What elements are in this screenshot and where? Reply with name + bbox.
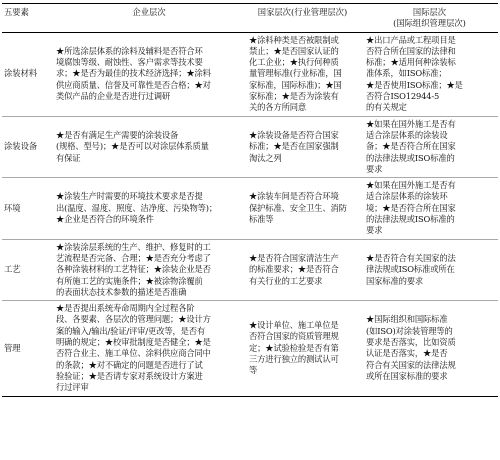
enterprise-cell <box>54 32 244 116</box>
header-international-text-line-1: 国际层次 <box>412 7 447 17</box>
enterprise-cell <box>54 301 244 396</box>
international-text-line: 的法律法规或ISO标准的 <box>366 214 455 225</box>
national-text-line: 保护标准、安全卫生、消防 <box>249 202 347 213</box>
enterprise-cell <box>54 116 244 177</box>
enterprise-text-line: ★所选涂层体系的涂料及辅料是否符合环 <box>56 45 203 56</box>
enterprise-text-line: 境腐蚀等级、耐蚀性、客户需求等技术要 <box>56 57 203 68</box>
enterprise-text-line: 类似产品的企业是否进行过调研 <box>56 91 171 102</box>
header-international-text-line-2: (国际组织管理层次) <box>393 18 466 29</box>
international-text-line: 或所在国家标准的要求 <box>366 370 448 381</box>
international-cell <box>361 301 498 396</box>
national-text-line: ★涂料种类是否被限制或 <box>249 34 339 45</box>
enterprise-text-line: 行过评审 <box>56 382 89 393</box>
element-label: 涂装材料 <box>4 68 38 79</box>
enterprise-text-line: ★企业是否符合的环境条件 <box>56 214 154 225</box>
element-cell <box>2 239 54 300</box>
element-label: 涂装设备 <box>4 141 38 152</box>
international-text-line: 境；★是否符合所在国家 <box>366 202 456 213</box>
enterprise-text-line: 出(温度、湿度、照度、洁净度、污染物等)； <box>56 202 217 213</box>
header-enterprise <box>54 4 244 33</box>
international-text-line: ★如果在国外施工是否有 <box>366 180 456 191</box>
header-national-text: 国家层次(行业管理层次) <box>257 7 348 17</box>
national-cell <box>244 178 361 239</box>
enterprise-text-line: 的表面状态技术参数的描述是否准确 <box>56 286 187 297</box>
national-text-line: ★是否符合国家清洁生产 <box>249 252 339 263</box>
element-label: 工艺 <box>4 264 21 275</box>
header-international <box>361 4 498 33</box>
element-cell <box>2 116 54 177</box>
national-text-line: 家标准；★是否为涂装有 <box>249 91 339 102</box>
international-text-line: ★是否使用ISO标准；★是 <box>366 79 463 90</box>
international-text-line: 国家标准的要求 <box>366 275 424 286</box>
national-text-line: 化工企业；★执行何种质 <box>249 57 339 68</box>
coating-five-elements-table <box>2 3 498 397</box>
enterprise-text-line: 求；★是否为最佳的技术经济选择；★涂料 <box>56 68 211 79</box>
element-cell <box>2 178 54 239</box>
enterprise-text-line: 否符合业主、施工单位、涂料供应商合同中 <box>56 348 211 359</box>
enterprise-text-line: 段、各要素、各层次的管理问题；★设计方 <box>56 314 211 325</box>
national-text-line: 否符合国家的资质管理规 <box>249 331 339 342</box>
international-text-line: 否符合所在国家的法律和 <box>366 45 456 56</box>
header-element <box>2 4 54 33</box>
international-text-line: ★出口产品或工程项目是 <box>366 34 456 45</box>
element-cell <box>2 301 54 396</box>
national-text-line: ★涂装车间是否符合环境 <box>249 191 339 202</box>
national-cell <box>244 301 361 396</box>
international-cell <box>361 32 498 116</box>
enterprise-text-line: 有保证 <box>56 152 81 163</box>
element-cell <box>2 32 54 116</box>
national-text-line: ★涂装设备是否符合国家 <box>249 129 339 140</box>
international-text-line: 否符合ISO12944-5 <box>366 91 440 102</box>
header-national <box>244 4 361 33</box>
table-header-row <box>2 4 498 33</box>
enterprise-text-line: (规格、型号)；★是否可以对涂层体系质量 <box>56 141 209 152</box>
element-label: 环境 <box>4 202 21 213</box>
international-text-line: 标准；★适用何种涂装标 <box>366 57 456 68</box>
national-cell <box>244 239 361 300</box>
enterprise-text-line: ★涂装涂层系统的生产、维护、修复时的工 <box>56 241 211 252</box>
national-text-line: 三方进行独立的测试认可 <box>249 353 339 364</box>
international-text-line: 律法规或ISO标准或所在 <box>366 264 455 275</box>
header-enterprise-text: 企业层次 <box>132 7 166 17</box>
international-text-line: ★如果在国外施工是否有 <box>366 118 456 129</box>
international-text-line: 备；★是否符合所在国家 <box>366 141 456 152</box>
header-element-text: 五要素 <box>4 7 29 17</box>
national-text-line: 量管理标准(行业标准，国 <box>249 68 342 79</box>
international-text-line: 要求 <box>366 225 383 236</box>
enterprise-cell <box>54 178 244 239</box>
enterprise-text-line: 案的输入/输出/验证/评审/更改等，是否有 <box>56 325 206 336</box>
national-text-line: 标准等 <box>249 214 274 225</box>
national-text-line: 的标准要求；★是否符合 <box>249 264 339 275</box>
table-row <box>2 178 498 239</box>
enterprise-text-line: 艺流程是否完备、合理；★是否充分考虑了 <box>56 252 211 263</box>
national-text-line: 淘汰之列 <box>249 152 282 163</box>
national-cell <box>244 32 361 116</box>
international-text-line: (如ISO)对涂装管理等的 <box>366 325 453 336</box>
enterprise-text-line: ★是否提出系统寿命周期内全过程各阶 <box>56 303 195 314</box>
international-text-line: ★国际组织和国际标准 <box>366 314 448 325</box>
table-body <box>2 32 498 396</box>
national-text-line: 关的各方所同意 <box>249 102 307 113</box>
table-row <box>2 116 498 177</box>
table-row <box>2 32 498 116</box>
international-text-line: 适合涂层体系的涂装设 <box>366 129 448 140</box>
international-cell <box>361 178 498 239</box>
enterprise-text-line: 的条款；★对不确定的问题是否进行了试 <box>56 359 203 370</box>
enterprise-text-line: 各种涂装材料的工艺特征；★涂装企业是否 <box>56 264 211 275</box>
enterprise-text-line: ★是否有满足生产需要的涂装设备 <box>56 129 179 140</box>
national-text-line: ★设计单位、施工单位是 <box>249 320 339 331</box>
international-text-line: 符合有关国家的法律法规 <box>366 359 456 370</box>
enterprise-text-line: 供应商质量、信誉及可靠性是否合格；★对 <box>56 79 211 90</box>
enterprise-text-line: 明确的规定；★校审批制度是否健全；★是 <box>56 337 211 348</box>
national-text-line: 禁止；★是否国家认证的 <box>249 45 339 56</box>
international-text-line: 的有关规定 <box>366 102 407 113</box>
international-text-line: ★是否符合有关国家的法 <box>366 252 456 263</box>
table-row <box>2 301 498 396</box>
international-text-line: 准体系，如ISO标准； <box>366 68 447 79</box>
international-text-line: 要求 <box>366 163 383 174</box>
national-text-line: 有关行业的工艺要求 <box>249 275 323 286</box>
international-text-line: 适合涂层体系的涂装环 <box>366 191 448 202</box>
national-text-line: 家标准，国际标准)；★国 <box>249 79 342 90</box>
element-label: 管理 <box>4 342 21 353</box>
enterprise-text-line: ★涂装生产时需要的环境技术要求是否提 <box>56 191 203 202</box>
national-text-line: 等 <box>249 365 258 376</box>
national-text-line: 标准；★是否在国家强制 <box>249 141 339 152</box>
international-text-line: 的法律法规或ISO标准的 <box>366 152 455 163</box>
international-text-line: 要求是否落实，比如资质 <box>366 337 456 348</box>
enterprise-cell <box>54 239 244 300</box>
international-cell <box>361 239 498 300</box>
national-text-line: 定；★试验检验是否有第 <box>249 342 339 353</box>
enterprise-text-line: 有所施工艺的实施条件；★被涂物涂覆前 <box>56 275 203 286</box>
enterprise-text-line: 验验证；★是否请专家对系统设计方案进 <box>56 370 203 381</box>
international-cell <box>361 116 498 177</box>
table-row <box>2 239 498 300</box>
national-cell <box>244 116 361 177</box>
international-text-line: 认证是否落实，★是否 <box>366 348 448 359</box>
